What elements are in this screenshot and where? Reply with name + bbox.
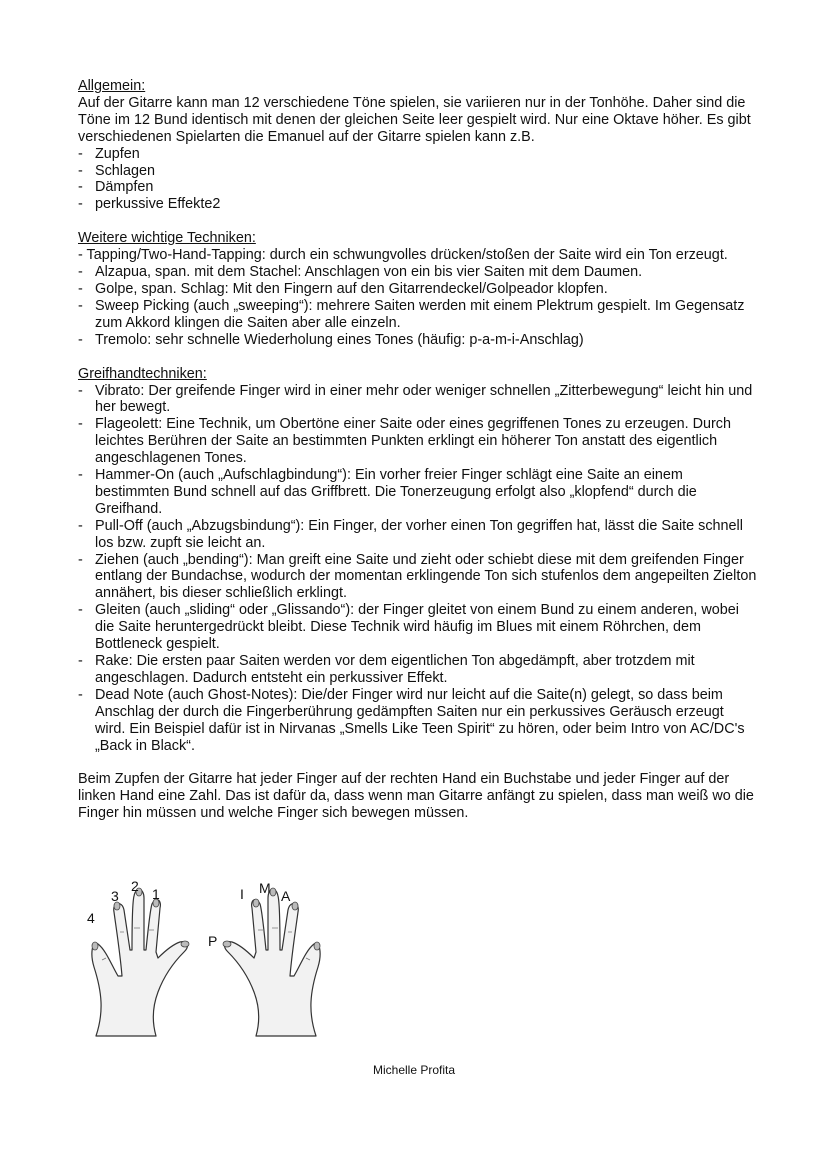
list-item-tapping: - Tapping/Two-Hand-Tapping: durch ein schwungvolles drücken/stoßen der Saite wird ein Ton erzeugt. bbox=[78, 247, 728, 264]
finger-label-p: P bbox=[208, 933, 218, 949]
list-item: - Gleiten (auch „sliding“ oder „Glissando“): der Finger gleitet von einem Bund zu einem anderen, wobei die Saite heruntergedrückt bleibt. Diese Technik wird häufig im Blues mit einem Röhrchen, dem Bottleneck gespielt. bbox=[78, 602, 758, 653]
list-item: - Rake: Die ersten paar Saiten werden vor dem eigentlichen Ton abgedämpft, aber trotzdem mit angeschlagen. Dadurch entsteht ein perkussiver Effekt. bbox=[78, 653, 758, 687]
section-title-allgemein: Allgemein: bbox=[78, 78, 146, 94]
list-item: - Pull-Off (auch „Abzugsbindung“): Ein Finger, der vorher einen Ton gegriffen hat, lässt die Saite schnell los bzw. zupft sie leicht an. bbox=[78, 518, 758, 552]
section-title-techniken: Weitere wichtige Techniken: bbox=[78, 230, 256, 247]
list-item: - Golpe, span. Schlag: Mit den Fingern auf den Gitarrendeckel/Golpeador klopfen. bbox=[78, 281, 758, 298]
list-item: - Schlagen bbox=[78, 163, 758, 180]
list-item: - Sweep Picking (auch „sweeping“): mehrere Saiten werden mit einem Plektrum gespielt. Im Gegensatz zum Akkord klingen die Saiten aber alle einzeln. bbox=[78, 298, 758, 332]
finger-label-3: 3 bbox=[111, 888, 119, 904]
finger-label-1: 1 bbox=[152, 886, 160, 902]
list-spielarten bbox=[78, 146, 758, 214]
list-item: - perkussive Effekte2 bbox=[78, 196, 758, 213]
paragraph-allgemein: Auf der Gitarre kann man 12 verschiedene Töne spielen, sie variieren nur in der Tonhöhe. Daher sind die Töne im 12 Bund identisch mit denen der gleichen Seite leer gespielt wird. Nur eine Oktave höher. Es gibt verschiedenen Spielarten die Emanuel auf der Gitarre spielen kann z.B. bbox=[78, 94, 751, 145]
list-item: - Zupfen bbox=[78, 146, 758, 163]
list-item: - Vibrato: Der greifende Finger wird in einer mehr oder weniger schnellen „Zitterbewegung“ leicht hin und her bewegt. bbox=[78, 383, 758, 417]
list-item: - Dead Note (auch Ghost-Notes): Die/der Finger wird nur leicht auf die Saite(n) gelegt, so dass beim Anschlag der durch die Fingerberührung gedämpften Saiten nur ein perkussives Geräusch erzeugt wird. Ein Beispiel dafür ist in Nirvanas „Smells Like Teen Spirit“ zu hören, oder beim Intro von AC/DC's „Back in Black“. bbox=[78, 687, 758, 755]
document-body bbox=[78, 78, 758, 822]
list-item: - Tremolo: sehr schnelle Wiederholung eines Tones (häufig: p-a-m-i-Anschlag) bbox=[78, 332, 758, 349]
list-item: - Dämpfen bbox=[78, 179, 758, 196]
hands-illustration bbox=[84, 872, 328, 1047]
list-item: - Flageolett: Eine Technik, um Obertöne einer Saite oder eines gegriffenen Tones zu erzeugen. Durch leichtes Berühren der Saite an bestimmten Punkten erklingt ein höherer Ton anstatt des eigentlich angeschlagenen Tones. bbox=[78, 416, 758, 467]
hands-icon bbox=[84, 872, 328, 1047]
list-item: - Hammer-On (auch „Aufschlagbindung“): Ein vorher freier Finger schlägt eine Saite an einem bestimmten Bund schnell auf das Griffbrett. Die Tonerzeugung erfolgt also „klopfend“ durch die Greifhand. bbox=[78, 467, 758, 518]
list-item: - Ziehen (auch „bending“): Man greift eine Saite und zieht oder schiebt diese mit dem greifenden Finger entlang der Bundachse, wodurch der momentan erklingende Ton sich stufenlos dem angepeilten Zielton annähert, bis dieser schließlich erklingt. bbox=[78, 552, 758, 603]
list-greifhand bbox=[78, 383, 758, 755]
paragraph-zupfen: Beim Zupfen der Gitarre hat jeder Finger auf der rechten Hand ein Buchstabe und jeder Finger auf der linken Hand eine Zahl. Das ist dafür da, dass wenn man Gitarre anfängt zu spielen, dass man weiß wo die Finger hin müssen und welche Finger sich bewegen müssen. bbox=[78, 771, 754, 822]
finger-label-2: 2 bbox=[131, 878, 139, 894]
section-title-greifhand: Greifhandtechniken: bbox=[78, 365, 207, 382]
list-item: - Alzapua, span. mit dem Stachel: Anschlagen von ein bis vier Saiten mit dem Daumen. bbox=[78, 264, 758, 281]
finger-label-i: I bbox=[240, 886, 244, 902]
finger-label-m: M bbox=[259, 880, 271, 896]
finger-label-4: 4 bbox=[87, 910, 95, 926]
author-name: Michelle Profita bbox=[372, 1063, 456, 1077]
list-techniken bbox=[78, 264, 758, 349]
finger-label-a: A bbox=[281, 888, 291, 904]
